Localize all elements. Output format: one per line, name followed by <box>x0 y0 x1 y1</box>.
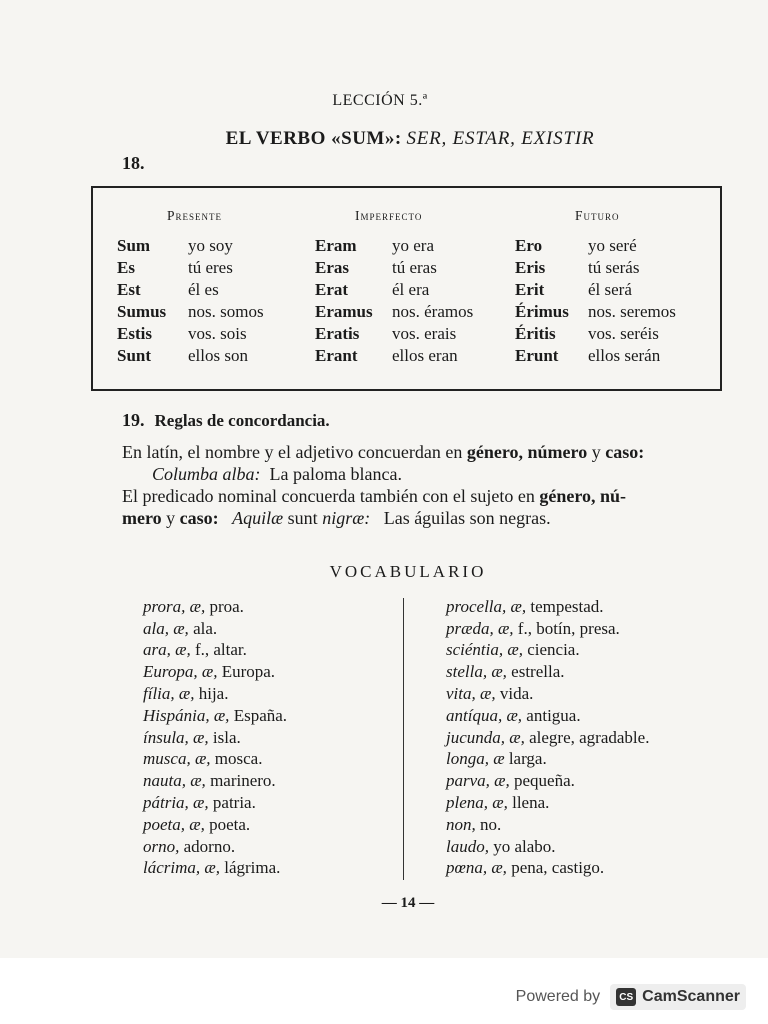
example-1-spanish: La paloma blanca. <box>269 464 402 484</box>
vocab-entry-left <box>143 661 275 683</box>
p2-bold-nu: nú- <box>600 486 627 506</box>
vocab-latin: ara, æ, <box>143 640 191 659</box>
vocab-entry-left <box>143 705 287 727</box>
vocab-entry-left <box>143 618 217 640</box>
imperfecto-spanish: ellos eran <box>392 346 458 365</box>
vocab-latin: antíqua, æ, <box>446 706 523 725</box>
vocab-spanish: yo alabo. <box>493 837 556 856</box>
vocab-spanish: España. <box>233 706 288 725</box>
vocab-latin: nauta, æ, <box>143 771 206 790</box>
vocabulary-title: VOCABULARIO <box>329 562 487 581</box>
example-2-latin-1: Aquilæ <box>232 508 284 528</box>
camscanner-brand: CamScanner <box>642 988 740 1005</box>
vocab-entry-left <box>143 683 228 705</box>
p2-bold-caso: caso: <box>179 508 219 528</box>
p1-bold-numero: número <box>527 442 588 462</box>
p2-y: y <box>166 508 176 528</box>
futuro-spanish: vos. seréis <box>588 324 659 343</box>
vocab-latin: ala, æ, <box>143 619 189 638</box>
futuro-latin: Erit <box>515 280 545 299</box>
paragraph-2-line-2 <box>122 507 551 529</box>
futuro-latin: Ero <box>515 236 543 255</box>
vocab-latin: procella, æ, <box>446 597 527 616</box>
vocab-spanish: marinero. <box>210 771 276 790</box>
imperfecto-spanish: vos. erais <box>392 324 457 343</box>
example-1-latin: Columba alba: <box>152 464 261 484</box>
futuro-latin: Éritis <box>515 324 556 343</box>
vocab-spanish: pena, castigo. <box>511 858 605 877</box>
vocab-spanish: ciencia. <box>527 640 580 659</box>
vocab-entry-left <box>143 814 250 836</box>
vocab-latin: musca, æ, <box>143 749 211 768</box>
imperfecto-latin: Eratis <box>315 324 360 343</box>
vocab-spanish: alegre, agradable. <box>529 728 650 747</box>
futuro-latin: Érimus <box>515 302 569 321</box>
vocab-entry-right <box>446 770 575 792</box>
vocab-entry-right <box>446 596 604 618</box>
vocab-entry-left <box>143 748 262 770</box>
presente-latin: Estis <box>117 324 152 343</box>
vocab-entry-left <box>143 596 244 618</box>
vocab-spanish: llena. <box>512 793 550 812</box>
presente-latin: Sum <box>117 236 151 255</box>
vocab-latin: vita, æ, <box>446 684 496 703</box>
vocab-latin: pœna, æ, <box>446 858 507 877</box>
imperfecto-latin: Eras <box>315 258 349 277</box>
vocab-latin: laudo, <box>446 837 489 856</box>
vocab-spanish: tempestad. <box>530 597 604 616</box>
vocab-latin: poeta, æ, <box>143 815 205 834</box>
futuro-spanish: ellos serán <box>588 346 661 365</box>
vocab-latin: longa, æ <box>446 749 505 768</box>
section-19-title: Reglas de concordancia. <box>154 411 330 430</box>
vocab-latin: stella, æ, <box>446 662 507 681</box>
vocab-spanish: estrella. <box>511 662 565 681</box>
example-2-spanish: Las águilas son negras. <box>383 508 551 528</box>
section-19-heading <box>122 410 330 431</box>
vocab-latin: orno, <box>143 837 180 856</box>
imperfecto-latin: Eramus <box>315 302 373 321</box>
futuro-spanish: nos. seremos <box>588 302 676 321</box>
vocab-entry-left <box>143 792 256 814</box>
vocab-spanish: pequeña. <box>514 771 575 790</box>
vocab-entry-right <box>446 661 565 683</box>
imperfecto-latin: Erant <box>315 346 358 365</box>
vocab-entry-right <box>446 792 549 814</box>
example-1 <box>152 463 402 485</box>
presente-spanish: ellos son <box>188 346 248 365</box>
futuro-latin: Eris <box>515 258 546 277</box>
presente-spanish: vos. sois <box>188 324 247 343</box>
p2-text: El predicado nominal concuerda también con el sujeto en <box>122 486 535 506</box>
presente-latin: Es <box>117 258 135 277</box>
vocab-entry-right <box>446 814 501 836</box>
p1-text: En latín, el nombre y el adjetivo concuerdan en <box>122 442 463 462</box>
vocab-spanish: mosca. <box>214 749 263 768</box>
page-number: — 14 — <box>381 895 435 911</box>
vocab-spanish: isla. <box>212 728 241 747</box>
example-2-sunt: sunt <box>287 508 318 528</box>
vocab-latin: Hispánia, æ, <box>143 706 230 725</box>
vocab-spanish: ala. <box>193 619 218 638</box>
section-18-number: 18. <box>122 153 145 173</box>
vocab-entry-right <box>446 683 533 705</box>
vocab-spanish: f., altar. <box>194 640 247 659</box>
paragraph-1 <box>122 441 644 463</box>
vocab-entry-right <box>446 748 547 770</box>
imperfecto-spanish: tú eras <box>392 258 437 277</box>
heading-bold: EL VERBO «SUM»: <box>225 128 402 149</box>
p1-bold-genero: género, <box>466 442 524 462</box>
vocab-spanish: poeta. <box>209 815 251 834</box>
futuro-spanish: él será <box>588 280 632 299</box>
vocab-entry-right <box>446 836 556 858</box>
vocab-latin: jucunda, æ, <box>446 728 525 747</box>
header-futuro: Futuro <box>575 208 620 223</box>
lesson-title: LECCIÓN 5.ª <box>332 92 428 109</box>
presente-spanish: tú eres <box>188 258 233 277</box>
camscanner-logo <box>610 984 746 1010</box>
section-19-number: 19. <box>122 410 145 430</box>
presente-spanish: él es <box>188 280 219 299</box>
vocab-spanish: Europa. <box>221 662 276 681</box>
imperfecto-latin: Eram <box>315 236 357 255</box>
camscanner-watermark <box>516 984 746 1010</box>
example-2-latin-2: nigræ: <box>322 508 371 528</box>
vocab-entry-right <box>446 727 649 749</box>
p1-y: y <box>591 442 601 462</box>
vocab-spanish: larga. <box>508 749 547 768</box>
vocab-latin: fília, æ, <box>143 684 195 703</box>
vocab-latin: parva, æ, <box>446 771 510 790</box>
p2-bold-mero: mero <box>122 508 162 528</box>
vocab-latin: non, <box>446 815 476 834</box>
presente-latin: Sumus <box>117 302 167 321</box>
paragraph-2-line-1 <box>122 485 626 507</box>
futuro-spanish: yo seré <box>588 236 637 255</box>
vocab-latin: lácrima, æ, <box>143 858 220 877</box>
futuro-latin: Erunt <box>515 346 559 365</box>
vocab-spanish: antigua. <box>526 706 581 725</box>
vocab-entry-left <box>143 857 280 879</box>
vocab-entry-left <box>143 836 235 858</box>
vocab-entry-left <box>143 770 276 792</box>
vocab-latin: ínsula, æ, <box>143 728 209 747</box>
vocab-latin: prora, æ, <box>143 597 206 616</box>
vocab-latin: Europa, æ, <box>143 662 218 681</box>
imperfecto-latin: Erat <box>315 280 349 299</box>
vocab-entry-left <box>143 727 241 749</box>
heading-italic: SER, ESTAR, EXISTIR <box>406 128 595 149</box>
conjugation-table <box>91 186 722 391</box>
vocab-entry-right <box>446 618 620 640</box>
vocabulary-divider <box>403 598 404 880</box>
header-presente: Presente <box>167 208 223 223</box>
vocab-entry-left <box>143 639 247 661</box>
imperfecto-spanish: yo era <box>392 236 435 255</box>
camscanner-icon: CS <box>616 988 636 1006</box>
vocab-latin: plena, æ, <box>446 793 508 812</box>
vocab-spanish: lágrima. <box>224 858 281 877</box>
vocab-entry-right <box>446 639 580 661</box>
vocab-entry-right <box>446 857 604 879</box>
imperfecto-spanish: él era <box>392 280 430 299</box>
vocab-spanish: patria. <box>212 793 256 812</box>
presente-latin: Est <box>117 280 141 299</box>
p2-bold-genero: género, <box>539 486 596 506</box>
vocab-latin: sciéntia, æ, <box>446 640 523 659</box>
presente-spanish: nos. somos <box>188 302 264 321</box>
powered-by-text: Powered by <box>515 988 601 1005</box>
vocab-spanish: no. <box>480 815 502 834</box>
vocab-entry-right <box>446 705 581 727</box>
presente-latin: Sunt <box>117 346 152 365</box>
vocab-spanish: vida. <box>499 684 534 703</box>
vocab-latin: præda, æ, <box>446 619 514 638</box>
futuro-spanish: tú serás <box>588 258 640 277</box>
vocab-spanish: adorno. <box>183 837 236 856</box>
imperfecto-spanish: nos. éramos <box>392 302 474 321</box>
vocab-spanish: proa. <box>209 597 244 616</box>
vocab-spanish: hija. <box>198 684 229 703</box>
vocab-spanish: f., botín, presa. <box>517 619 620 638</box>
main-heading <box>0 128 768 150</box>
p1-bold-caso: caso: <box>605 442 645 462</box>
presente-spanish: yo soy <box>188 236 233 255</box>
header-imperfecto: Imperfecto <box>355 208 423 223</box>
vocab-latin: pátria, æ, <box>143 793 209 812</box>
